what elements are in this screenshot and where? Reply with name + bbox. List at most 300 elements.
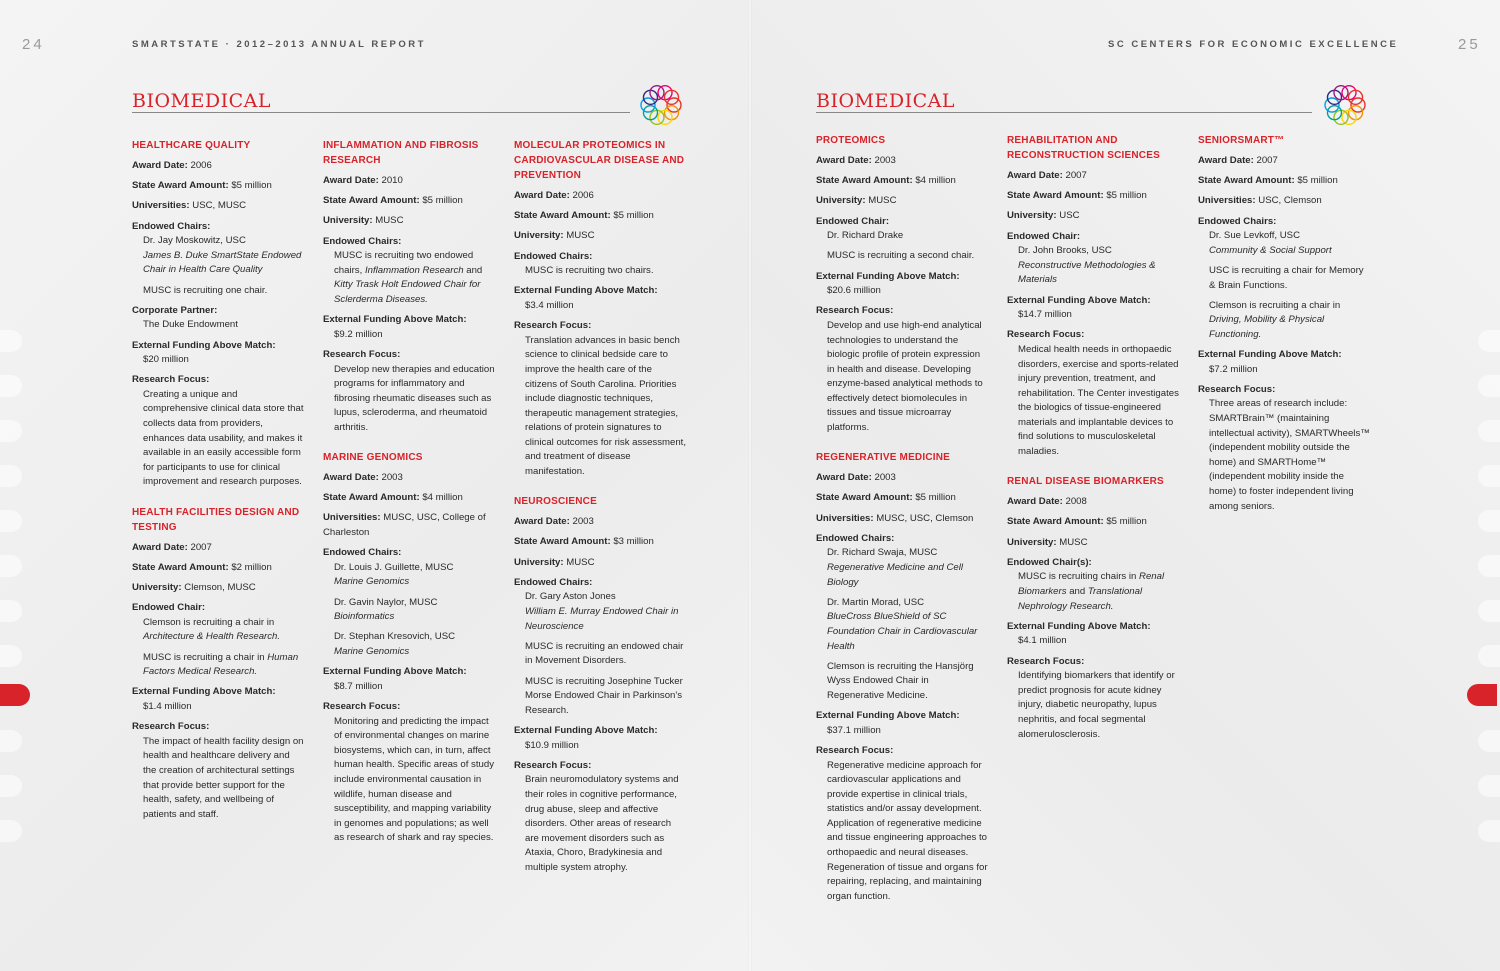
- margin-tab-ghost: [0, 820, 22, 842]
- field-item: [1018, 308, 1179, 323]
- field-item: [1018, 570, 1179, 614]
- item-text: $3.4 million: [525, 299, 574, 311]
- field-label: External Funding Above Match:: [816, 710, 960, 722]
- field-row: [816, 512, 988, 527]
- field-row: [816, 270, 988, 285]
- page-tab-marker-left: [0, 684, 30, 706]
- logo-ring-segment: [641, 98, 655, 112]
- field-label: State Award Amount:: [514, 536, 611, 548]
- field-value: $2 million: [231, 561, 272, 573]
- section-title-right: BIOMEDICAL: [816, 90, 955, 112]
- field-row: [323, 700, 495, 715]
- field-item: [334, 328, 495, 343]
- field-row: [816, 215, 988, 230]
- item-text: $8.7 million: [334, 680, 383, 692]
- field-label: External Funding Above Match:: [132, 339, 276, 351]
- item-text: Dr. Sue Levkoff, USC: [1209, 230, 1301, 242]
- item-text: MUSC is recruiting one chair.: [143, 284, 268, 296]
- field-item: [827, 660, 988, 704]
- field-row: [816, 532, 988, 547]
- field-label: State Award Amount:: [132, 561, 229, 573]
- field-label: Research Focus:: [514, 759, 592, 771]
- field-value: $5 million: [915, 492, 956, 504]
- field-row: [132, 220, 304, 235]
- margin-tab-ghost: [0, 645, 22, 667]
- field-row: [323, 235, 495, 250]
- field-value: $5 million: [613, 210, 654, 222]
- field-label: External Funding Above Match:: [1007, 294, 1151, 306]
- field-item: [1018, 669, 1179, 742]
- field-row: [1007, 620, 1179, 635]
- item-text: Monitoring and predicting the impact of environmental changes on marine biosystems, which can, in turn, affect human health. Specific areas of study include environmental causation in wildlife, human disease and susceptibility, and mapping variability in genomes and populations; as well as research of shark and ray species.: [334, 715, 494, 844]
- field-row: [132, 685, 304, 700]
- field-item: [1209, 363, 1370, 378]
- field-item: [143, 735, 304, 823]
- field-row: [323, 214, 495, 229]
- field-row: [323, 174, 495, 189]
- field-item: [525, 590, 686, 634]
- field-item: [525, 739, 686, 754]
- field-label: Universities:: [816, 512, 874, 524]
- item-italic: James B. Duke SmartState Endowed Chair in Health Care Quality: [143, 249, 302, 276]
- field-row: [323, 491, 495, 506]
- right-page: [750, 0, 1500, 971]
- margin-tab-ghost: [0, 420, 22, 442]
- field-label: Award Date:: [1007, 496, 1063, 508]
- field-row: [1007, 189, 1179, 204]
- field-row: [1007, 515, 1179, 530]
- field-label: External Funding Above Match:: [816, 270, 960, 282]
- item-text: MUSC is recruiting an endowed chair in Movement Disorders.: [525, 640, 684, 667]
- field-row: [132, 581, 304, 596]
- field-item: [1018, 634, 1179, 649]
- field-value: 2008: [1065, 496, 1087, 508]
- field-label: Research Focus:: [514, 320, 592, 332]
- field-row: [514, 759, 686, 774]
- item-text: Dr. Gary Aston Jones: [525, 591, 616, 603]
- center-title: HEALTHCARE QUALITY: [132, 140, 251, 151]
- block-spacer: [816, 441, 988, 450]
- item-text: $4.1 million: [1018, 635, 1067, 647]
- field-label: State Award Amount:: [1007, 190, 1104, 202]
- field-row: [514, 189, 686, 204]
- field-label: Universities:: [1198, 195, 1256, 207]
- field-row: [514, 724, 686, 739]
- field-label: Endowed Chair:: [816, 215, 890, 227]
- field-label: Award Date:: [132, 541, 188, 553]
- field-row: [132, 541, 304, 556]
- field-label: University:: [132, 582, 182, 593]
- left-column-3: [514, 138, 686, 881]
- center-title: PROTEOMICS: [816, 135, 886, 146]
- field-row: [816, 471, 988, 486]
- logo-ring-segment: [1351, 98, 1365, 112]
- item-text: $1.4 million: [143, 700, 192, 712]
- field-label: Universities:: [323, 512, 381, 524]
- item-italic: William E. Murray Endowed Chair in Neuroscience: [525, 606, 679, 632]
- item-italic: Marine Genomics: [334, 645, 410, 657]
- field-item: [1209, 299, 1370, 343]
- left-column-2: [323, 138, 495, 851]
- field-item: [525, 773, 686, 875]
- field-value: USC, Clemson: [1258, 195, 1322, 207]
- field-value: 2010: [381, 175, 403, 186]
- logo-ring-segment: [667, 98, 681, 112]
- field-label: External Funding Above Match:: [132, 686, 276, 698]
- item-text: Clemson is recruiting a chair in: [143, 616, 275, 628]
- field-label: Endowed Chair(s):: [1007, 556, 1092, 568]
- field-label: State Award Amount:: [132, 180, 229, 192]
- field-value: 2003: [874, 472, 896, 484]
- item-text: Develop new therapies and education programs for inflammatory and fibrosing rheumatic diseases such as lupus, scleroderma, and rheumatoid arthritis.: [334, 363, 495, 433]
- item-italic: Bioinformatics: [334, 611, 395, 623]
- field-label: State Award Amount:: [514, 210, 611, 222]
- field-row: [1007, 495, 1179, 510]
- field-row: [323, 665, 495, 680]
- field-value: $5 million: [1106, 190, 1147, 202]
- item-tail: and: [1069, 586, 1086, 597]
- margin-tab-ghost: [0, 775, 22, 797]
- field-row: [132, 199, 304, 214]
- page-number-right: 25: [1458, 36, 1481, 53]
- field-label: Endowed Chairs:: [1198, 215, 1277, 227]
- center-title: REGENERATIVE MEDICINE: [816, 452, 951, 464]
- field-row: [323, 313, 495, 328]
- field-row: [514, 250, 686, 265]
- field-item: [1018, 343, 1179, 460]
- center-title: HEALTH FACILITIES DESIGN AND TESTING: [132, 506, 300, 533]
- field-value: MUSC: [566, 556, 595, 568]
- field-value: MUSC: [375, 215, 404, 227]
- margin-tab-ghost: [1478, 330, 1500, 352]
- item-text: MUSC is recruiting two endowed chairs,: [334, 250, 474, 276]
- field-row: [323, 511, 495, 540]
- item-text: $37.1 million: [827, 724, 881, 736]
- item-italic-tail: Translational Nephrology Research.: [1018, 586, 1143, 612]
- item-text: The impact of health facility design on health and healthcare delivery and the creation of architectural settings that provide better support for the health, safety, and wellbeing of patients and staff.: [143, 735, 304, 820]
- field-value: $4 million: [915, 175, 956, 187]
- field-label: External Funding Above Match:: [514, 285, 658, 297]
- margin-tab-ghost: [1478, 555, 1500, 577]
- margin-tab-ghost: [0, 510, 22, 532]
- left-column-1: [132, 138, 304, 828]
- field-label: State Award Amount:: [816, 492, 913, 504]
- smartstate-ring-logo-icon: [1322, 82, 1368, 128]
- item-text: Brain neuromodulatory systems and their roles in cognitive performance, drug abuse, sleep and affective disorders. Other areas of research are movement disorders such as Ataxia, Choro, Bradykinesia and multiple system atrophy.: [525, 774, 679, 873]
- field-row: [514, 284, 686, 299]
- field-label: Research Focus:: [323, 700, 401, 712]
- item-italic-tail: Kitty Trask Holt Endowed Chair for Sclerderma Diseases.: [334, 279, 481, 305]
- item-text: The Duke Endowment: [143, 319, 238, 331]
- field-item: [143, 353, 304, 368]
- field-label: Endowed Chairs:: [514, 250, 593, 262]
- logo-ring-segment: [1325, 98, 1339, 112]
- margin-tab-ghost: [0, 730, 22, 752]
- item-text: Dr. Richard Swaja, MUSC: [827, 547, 938, 559]
- page-tab-marker-right: [1467, 684, 1497, 706]
- title-rule-left: [132, 112, 630, 113]
- field-value: 2007: [1256, 155, 1278, 166]
- field-value: $4 million: [422, 492, 463, 504]
- item-text: Dr. Richard Drake: [827, 230, 904, 242]
- field-item: [334, 561, 495, 590]
- item-text: $14.7 million: [1018, 309, 1072, 321]
- field-item: [334, 630, 495, 659]
- field-label: University:: [514, 230, 564, 242]
- field-label: University:: [514, 556, 564, 568]
- item-italic-inline: Architecture & Health Research.: [143, 631, 281, 643]
- field-label: Research Focus:: [132, 374, 210, 386]
- field-row: [1007, 294, 1179, 309]
- field-row: [816, 194, 988, 209]
- field-row: [1198, 383, 1370, 398]
- field-row: [514, 576, 686, 591]
- field-value: MUSC: [566, 230, 595, 242]
- field-label: Award Date:: [323, 175, 379, 186]
- margin-tab-ghost: [0, 330, 22, 352]
- field-value: 2007: [1065, 170, 1087, 181]
- item-italic: Community & Social Support: [1209, 244, 1332, 256]
- field-row: [514, 319, 686, 334]
- center-title: REHABILITATION AND RECONSTRUCTION SCIENCES: [1007, 135, 1160, 161]
- item-italic-inline: Human Factors Medical Research.: [143, 651, 299, 678]
- field-value: 2007: [190, 541, 212, 553]
- field-label: University:: [323, 215, 373, 227]
- smartstate-ring-logo-icon: [638, 82, 684, 128]
- field-row: [816, 491, 988, 506]
- field-label: Universities:: [132, 200, 190, 212]
- field-item: [827, 229, 988, 244]
- margin-tab-ghost: [1478, 510, 1500, 532]
- field-label: External Funding Above Match:: [1007, 620, 1151, 632]
- item-text: $9.2 million: [334, 328, 383, 340]
- field-value: Clemson, MUSC: [184, 582, 256, 593]
- center-title: NEUROSCIENCE: [514, 496, 597, 508]
- field-label: Award Date:: [816, 472, 872, 484]
- field-row: [1198, 174, 1370, 189]
- field-item: [1209, 229, 1370, 258]
- field-item: [334, 596, 495, 625]
- item-text: Dr. John Brooks, USC: [1018, 245, 1112, 257]
- margin-tab-ghost: [1478, 730, 1500, 752]
- field-label: Award Date:: [514, 190, 570, 201]
- field-item: [334, 715, 495, 846]
- field-item: [827, 724, 988, 739]
- center-title: SENIORSMART™: [1198, 135, 1285, 146]
- center-title: RENAL DISEASE BIOMARKERS: [1007, 476, 1164, 488]
- field-label: Research Focus:: [1007, 329, 1085, 341]
- item-tail: and: [466, 264, 483, 276]
- field-item: [143, 318, 304, 333]
- section-title-left: BIOMEDICAL: [132, 90, 271, 112]
- field-label: Endowed Chair:: [132, 602, 206, 614]
- field-row: [323, 194, 495, 209]
- field-label: Award Date:: [514, 516, 570, 528]
- item-text: Dr. Louis J. Guillette, MUSC: [334, 561, 454, 573]
- field-row: [1198, 215, 1370, 230]
- field-value: USC: [1059, 210, 1080, 222]
- margin-tab-ghost: [1478, 375, 1500, 397]
- field-label: State Award Amount:: [323, 195, 420, 207]
- field-row: [323, 471, 495, 486]
- field-value: 2006: [572, 190, 594, 201]
- title-rule-right: [816, 112, 1312, 113]
- item-text: MUSC is recruiting chairs in: [1018, 571, 1137, 583]
- book-spine: [748, 0, 752, 971]
- item-text: Three areas of research include: SMARTBrain™ (maintaining intellectual activity), SMARTWheels™ (independent mobility outside the home) and SMARTHome™ (independent mobility inside the home) to foster independent living among seniors.: [1209, 398, 1370, 512]
- field-label: External Funding Above Match:: [1198, 349, 1342, 361]
- field-label: State Award Amount:: [1198, 175, 1295, 187]
- field-item: [827, 284, 988, 299]
- margin-tab-ghost: [1478, 775, 1500, 797]
- field-row: [323, 348, 495, 363]
- field-item: [143, 616, 304, 645]
- field-item: [1018, 244, 1179, 288]
- block-spacer: [132, 496, 304, 505]
- field-row: [1007, 169, 1179, 184]
- field-label: Research Focus:: [132, 721, 210, 733]
- page-number-left: 24: [22, 36, 45, 53]
- item-text: Clemson is recruiting the Hansjörg Wyss Endowed Chair in Regenerative Medicine.: [827, 660, 974, 701]
- field-label: Corporate Partner:: [132, 304, 218, 316]
- field-item: [525, 299, 686, 314]
- field-label: State Award Amount:: [816, 175, 913, 187]
- field-item: [827, 249, 988, 264]
- item-text: $7.2 million: [1209, 363, 1258, 375]
- field-value: $5 million: [231, 180, 272, 192]
- item-italic-inline: Inflammation Research: [364, 264, 464, 276]
- field-row: [1198, 194, 1370, 209]
- field-value: $5 million: [1297, 175, 1338, 187]
- item-text: Develop and use high-end analytical technologies to understand the biologic profile of protein expression in health and disease. Developing enzyme-based analytical methods to effectively detect biomolecules in tissues and tissue microarray platforms.: [827, 319, 983, 434]
- field-item: [525, 334, 686, 480]
- field-value: 2003: [874, 155, 896, 166]
- field-value: $5 million: [1106, 516, 1147, 528]
- field-row: [816, 744, 988, 759]
- right-column-3: [1198, 133, 1370, 520]
- field-item: [143, 651, 304, 680]
- center-title: MARINE GENOMICS: [323, 452, 423, 464]
- margin-tab-ghost: [0, 600, 22, 622]
- field-value: 2003: [381, 472, 403, 484]
- item-text: $20 million: [143, 354, 189, 366]
- field-label: Research Focus:: [1198, 383, 1276, 395]
- field-row: [132, 159, 304, 174]
- field-row: [514, 229, 686, 244]
- item-italic-inline: Driving, Mobility & Physical Functioning.: [1209, 314, 1325, 340]
- item-text: MUSC is recruiting two chairs.: [525, 265, 654, 277]
- field-value: USC, MUSC: [192, 200, 247, 212]
- right-column-2: [1007, 133, 1179, 748]
- field-label: External Funding Above Match:: [323, 314, 467, 326]
- field-value: $5 million: [422, 195, 463, 207]
- field-label: University:: [1007, 536, 1057, 548]
- field-item: [827, 759, 988, 905]
- running-head-right: SC CENTERS FOR ECONOMIC EXCELLENCE: [1108, 39, 1399, 50]
- field-row: [1007, 328, 1179, 343]
- item-italic: BlueCross BlueShield of SC Foundation Chair in Cardiovascular Health: [827, 611, 978, 652]
- field-item: [827, 596, 988, 654]
- item-text: Medical health needs in orthopaedic disorders, exercise and sports-related injury prevention, treatment, and rehabilitation. The Center investigates the biologics of tissue-engineered materials and implantable devices to find solutions to musculoskeletal maladies.: [1018, 343, 1179, 458]
- item-text: MUSC is recruiting a chair in: [143, 651, 265, 663]
- field-row: [514, 515, 686, 530]
- block-spacer: [514, 485, 686, 494]
- right-column-1: [816, 133, 988, 910]
- field-row: [1198, 154, 1370, 169]
- field-item: [143, 284, 304, 299]
- field-label: Endowed Chairs:: [323, 235, 402, 247]
- item-italic-inline: Renal Biomarkers: [1018, 571, 1165, 597]
- margin-tab-ghost: [1478, 645, 1500, 667]
- item-text: Creating a unique and comprehensive clinical data store that collects data from providers, enhances data usability, and makes it available in an easily accessible form for participants to use for clinical improvement and research purposes.: [143, 388, 304, 488]
- field-label: External Funding Above Match:: [514, 724, 658, 736]
- item-text: Identifying biomarkers that identify or predict prognosis for acute kidney injury, diabetic neuropathy, lupus nephritis, and focal segmental alomerulosclerosis.: [1018, 670, 1175, 740]
- field-label: State Award Amount:: [323, 492, 420, 504]
- item-text: Dr. Jay Moskowitz, USC: [143, 235, 246, 247]
- margin-tab-ghost: [1478, 465, 1500, 487]
- item-text: MUSC is recruiting a second chair.: [827, 250, 975, 262]
- field-value: 2006: [190, 160, 212, 171]
- item-italic: Regenerative Medicine and Cell Biology: [827, 562, 963, 588]
- field-label: External Funding Above Match:: [323, 666, 467, 678]
- item-italic: Reconstructive Methodologies & Materials: [1018, 259, 1156, 286]
- field-item: [525, 675, 686, 719]
- field-row: [816, 174, 988, 189]
- field-label: Endowed Chairs:: [816, 532, 895, 544]
- field-label: Research Focus:: [1007, 655, 1085, 667]
- field-item: [827, 546, 988, 590]
- field-item: [143, 700, 304, 715]
- item-text: Translation advances in basic bench science to clinical bedside care to improve the health care of the citizens of South Carolina. Priorities include diagnostic techniques, therapeutic management strategies, relations of protein signatures to clinical outcomes for risk assessment, and treatment of disease manifestation.: [525, 334, 687, 478]
- field-row: [514, 535, 686, 550]
- block-spacer: [1007, 465, 1179, 474]
- field-value: $3 million: [613, 536, 654, 548]
- field-row: [132, 561, 304, 576]
- field-item: [334, 680, 495, 695]
- field-row: [816, 709, 988, 724]
- field-row: [1007, 230, 1179, 245]
- item-text: Dr. Martin Morad, USC: [827, 596, 925, 608]
- item-text: MUSC is recruiting Josephine Tucker Morse Endowed Chair in Parkinson's Research.: [525, 675, 683, 716]
- field-row: [132, 720, 304, 735]
- field-item: [525, 640, 686, 669]
- field-label: Endowed Chairs:: [514, 576, 593, 588]
- field-label: Research Focus:: [323, 348, 401, 360]
- field-row: [323, 546, 495, 561]
- field-value: MUSC, USC, College of Charleston: [323, 512, 486, 539]
- field-label: Endowed Chairs:: [132, 220, 211, 232]
- field-row: [132, 601, 304, 616]
- item-text: Regenerative medicine approach for cardiovascular applications and provide expertise in clinical trials, statistics and/or assay development. Application of regenerative medicine and tissue engineering approaches to orthopaedic and neural diseases. Regeneration of tissue and organs for repairing, replacing, and maintaining organ function.: [827, 759, 988, 902]
- field-row: [816, 154, 988, 169]
- field-row: [1007, 536, 1179, 551]
- field-value: MUSC: [1059, 536, 1088, 548]
- field-value: MUSC: [868, 195, 897, 207]
- field-label: Award Date:: [1198, 155, 1254, 166]
- field-label: Award Date:: [132, 160, 188, 171]
- field-row: [1198, 348, 1370, 363]
- item-text: $10.9 million: [525, 739, 579, 751]
- center-title: INFLAMMATION AND FIBROSIS RESEARCH: [323, 140, 479, 166]
- running-head-left: SMARTSTATE · 2012–2013 ANNUAL REPORT: [132, 39, 426, 50]
- field-row: [514, 556, 686, 571]
- margin-tab-ghost: [1478, 820, 1500, 842]
- field-label: Award Date:: [1007, 170, 1063, 181]
- field-label: University:: [816, 195, 866, 207]
- item-italic: Marine Genomics: [334, 576, 410, 588]
- field-item: [1209, 264, 1370, 293]
- field-row: [1007, 655, 1179, 670]
